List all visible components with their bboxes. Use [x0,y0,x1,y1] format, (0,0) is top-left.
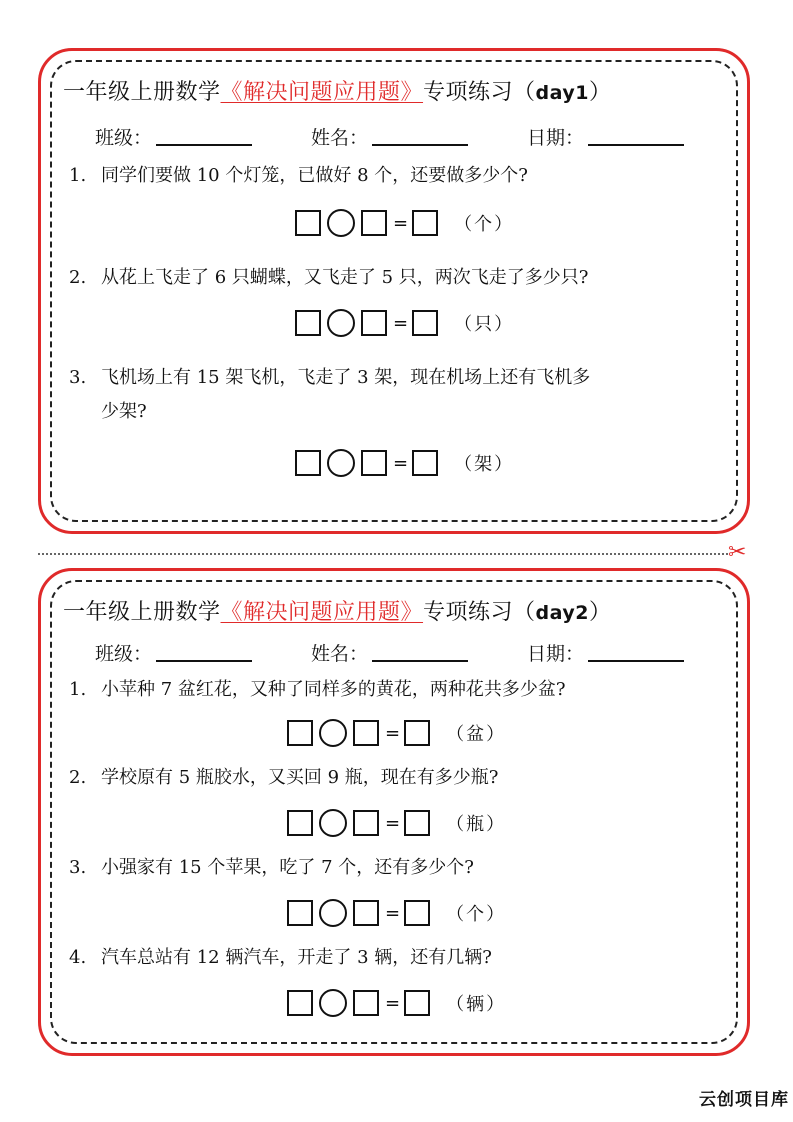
answer-box[interactable] [361,310,387,336]
equation-row [287,989,506,1017]
equals-sign: = [393,312,409,334]
answer-box[interactable] [353,810,379,836]
equals-sign: = [385,902,401,924]
operator-circle[interactable] [327,449,355,477]
equation-row [295,209,514,237]
name-label: 姓名： [311,127,369,149]
footer-watermark: 云创项目库 [699,1090,789,1110]
answer-box[interactable] [295,210,321,236]
class-field[interactable] [95,639,252,666]
question-number: 3. [69,367,87,388]
unit-label: （架） [454,454,515,475]
day-label: day2 [535,602,589,624]
date-label: 日期： [527,127,585,149]
unit-label: （个） [454,214,515,235]
answer-box[interactable] [353,990,379,1016]
operator-circle[interactable] [327,209,355,237]
name-blank[interactable] [372,126,468,146]
title-suffix: 专项练习（ [423,80,536,105]
equals-sign: = [385,812,401,834]
title-highlight: 《解决问题应用题》 [220,80,424,105]
result-box[interactable] [404,990,430,1016]
equation-row [295,309,514,337]
result-box[interactable] [404,720,430,746]
result-box[interactable] [412,310,438,336]
question-number: 3. [69,857,87,878]
equals-sign: = [385,722,401,744]
question-text: 从花上飞走了 6 只蝴蝶，又飞走了 5 只，两次飞走了多少只? [101,267,589,288]
card-title [63,595,612,626]
equation-row [295,449,514,477]
class-blank[interactable] [156,642,252,662]
result-box[interactable] [412,210,438,236]
answer-box[interactable] [353,900,379,926]
unit-label: （辆） [446,994,507,1015]
scissors-icon: ✂ [728,540,747,565]
operator-circle[interactable] [319,719,347,747]
date-blank[interactable] [588,126,684,146]
question-number: 2. [69,767,87,788]
question [69,941,492,975]
equation-row [287,899,506,927]
unit-label: （个） [446,904,507,925]
equals-sign: = [385,992,401,1014]
date-field[interactable] [527,123,684,150]
result-box[interactable] [412,450,438,476]
title-prefix: 一年级上册数学 [63,600,221,625]
date-label: 日期： [527,643,585,665]
unit-label: （瓶） [446,814,507,835]
day-label: day1 [535,82,589,104]
unit-label: （只） [454,314,515,335]
equals-sign: = [393,212,409,234]
name-field[interactable] [311,639,468,666]
operator-circle[interactable] [319,989,347,1017]
question-number: 4. [69,947,87,968]
answer-box[interactable] [287,720,313,746]
class-label: 班级： [95,643,153,665]
operator-circle[interactable] [327,309,355,337]
worksheet-card-day1 [38,48,750,534]
title-close: ） [589,80,612,105]
question-text: 学校原有 5 瓶胶水，又买回 9 瓶，现在有多少瓶? [101,767,499,788]
title-close: ） [589,600,612,625]
class-label: 班级： [95,127,153,149]
card-title [63,75,612,106]
question [69,761,498,795]
question [69,673,566,707]
question-text: 飞机场上有 15 架飞机，飞走了 3 架，现在机场上还有飞机多 [101,367,591,388]
title-highlight: 《解决问题应用题》 [220,600,424,625]
result-box[interactable] [404,900,430,926]
answer-box[interactable] [353,720,379,746]
question-text: 同学们要做 10 个灯笼，已做好 8 个，还要做多少个? [101,165,528,186]
answer-box[interactable] [287,810,313,836]
question-number: 1. [69,679,87,700]
equation-row [287,809,506,837]
worksheet-card-day2 [38,568,750,1056]
class-field[interactable] [95,123,252,150]
question-text: 小强家有 15 个苹果，吃了 7 个，还有多少个? [101,857,474,878]
unit-label: （盆） [446,724,507,745]
operator-circle[interactable] [319,899,347,927]
operator-circle[interactable] [319,809,347,837]
title-suffix: 专项练习（ [423,600,536,625]
question-text-continued: 少架? [101,401,147,422]
cut-line [38,553,728,555]
result-box[interactable] [404,810,430,836]
question-text: 汽车总站有 12 辆汽车，开走了 3 辆，还有几辆? [101,947,492,968]
question-number: 2. [69,267,87,288]
answer-box[interactable] [295,450,321,476]
answer-box[interactable] [295,310,321,336]
title-prefix: 一年级上册数学 [63,80,221,105]
equation-row [287,719,506,747]
equals-sign: = [393,452,409,474]
answer-box[interactable] [361,450,387,476]
name-blank[interactable] [372,642,468,662]
date-blank[interactable] [588,642,684,662]
answer-box[interactable] [361,210,387,236]
answer-box[interactable] [287,990,313,1016]
question [69,159,528,193]
class-blank[interactable] [156,126,252,146]
question-text: 小苹种 7 盆红花，又种了同样多的黄花，两种花共多少盆? [101,679,566,700]
answer-box[interactable] [287,900,313,926]
question-number: 1. [69,165,87,186]
date-field[interactable] [527,639,684,666]
question [69,361,590,429]
question [69,851,474,885]
name-field[interactable] [311,123,468,150]
name-label: 姓名： [311,643,369,665]
question [69,261,588,295]
